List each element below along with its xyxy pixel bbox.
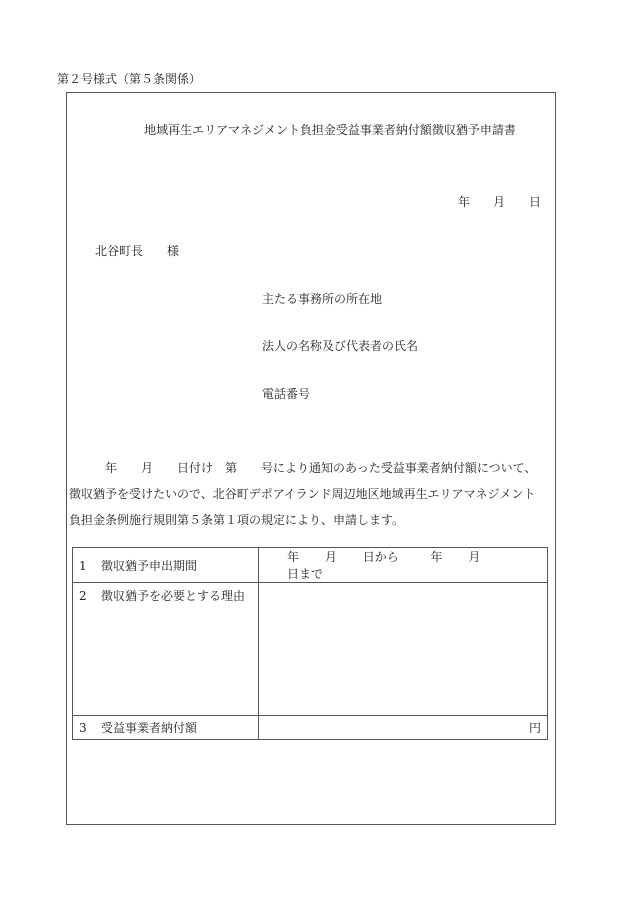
addressee: 北谷町長 様 [95,244,180,258]
statement-line: 徴収猶予を受けたいので、北谷町デポアイランド周辺地区地域再生エリアマネジメント [69,487,536,501]
statement-line: 年 月 日付け 第 号により通知のあった受益事業者納付額について、 [69,461,537,475]
period-end-year: 年 [430,550,443,564]
document-title: 地域再生エリアマネジメント負担金受益事業者納付額徴収猶予申請書 [144,123,516,137]
date-year-label: 年 [458,195,471,209]
period-end-month: 月 [468,550,481,564]
deferral-reason-label: 徴収猶予を必要とする理由 [101,589,246,603]
deferral-period-label: 徴収猶予申出期間 [101,558,198,573]
date-month-label: 月 [493,195,506,209]
payment-amount-label: 受益事業者納付額 [101,721,198,735]
application-details-table [72,547,548,740]
date-day-label: 日 [529,195,542,209]
period-start-day: 日から [362,550,399,564]
yen-unit-label: 円 [528,721,541,735]
deferral-reason-field[interactable] [259,583,548,716]
applicant-phone-label: 電話番号 [262,387,311,401]
application-statement [69,455,553,533]
payment-amount-field[interactable] [259,716,548,740]
deferral-reason-label-cell [73,583,259,716]
form-number-label: 第２号様式（第５条関係） [57,72,202,86]
row-number: 1 [79,558,87,573]
row-number: 3 [79,721,87,735]
table-row [73,583,548,716]
period-start-year: 年 [287,550,300,564]
applicant-name-label: 法人の名称及び代表者の氏名 [262,339,419,353]
row-number: 2 [79,589,87,603]
table-row [73,716,548,740]
applicant-address-label: 主たる事務所の所在地 [262,292,383,306]
deferral-period-field[interactable] [259,548,548,583]
period-end-day: 日まで [287,567,324,581]
payment-amount-label-cell [73,716,259,740]
period-start-month: 月 [324,550,337,564]
statement-line: 負担金条例施行規則第５条第１項の規定により、申請します。 [69,513,405,527]
table-row [73,548,548,583]
deferral-period-label-cell [73,548,259,583]
